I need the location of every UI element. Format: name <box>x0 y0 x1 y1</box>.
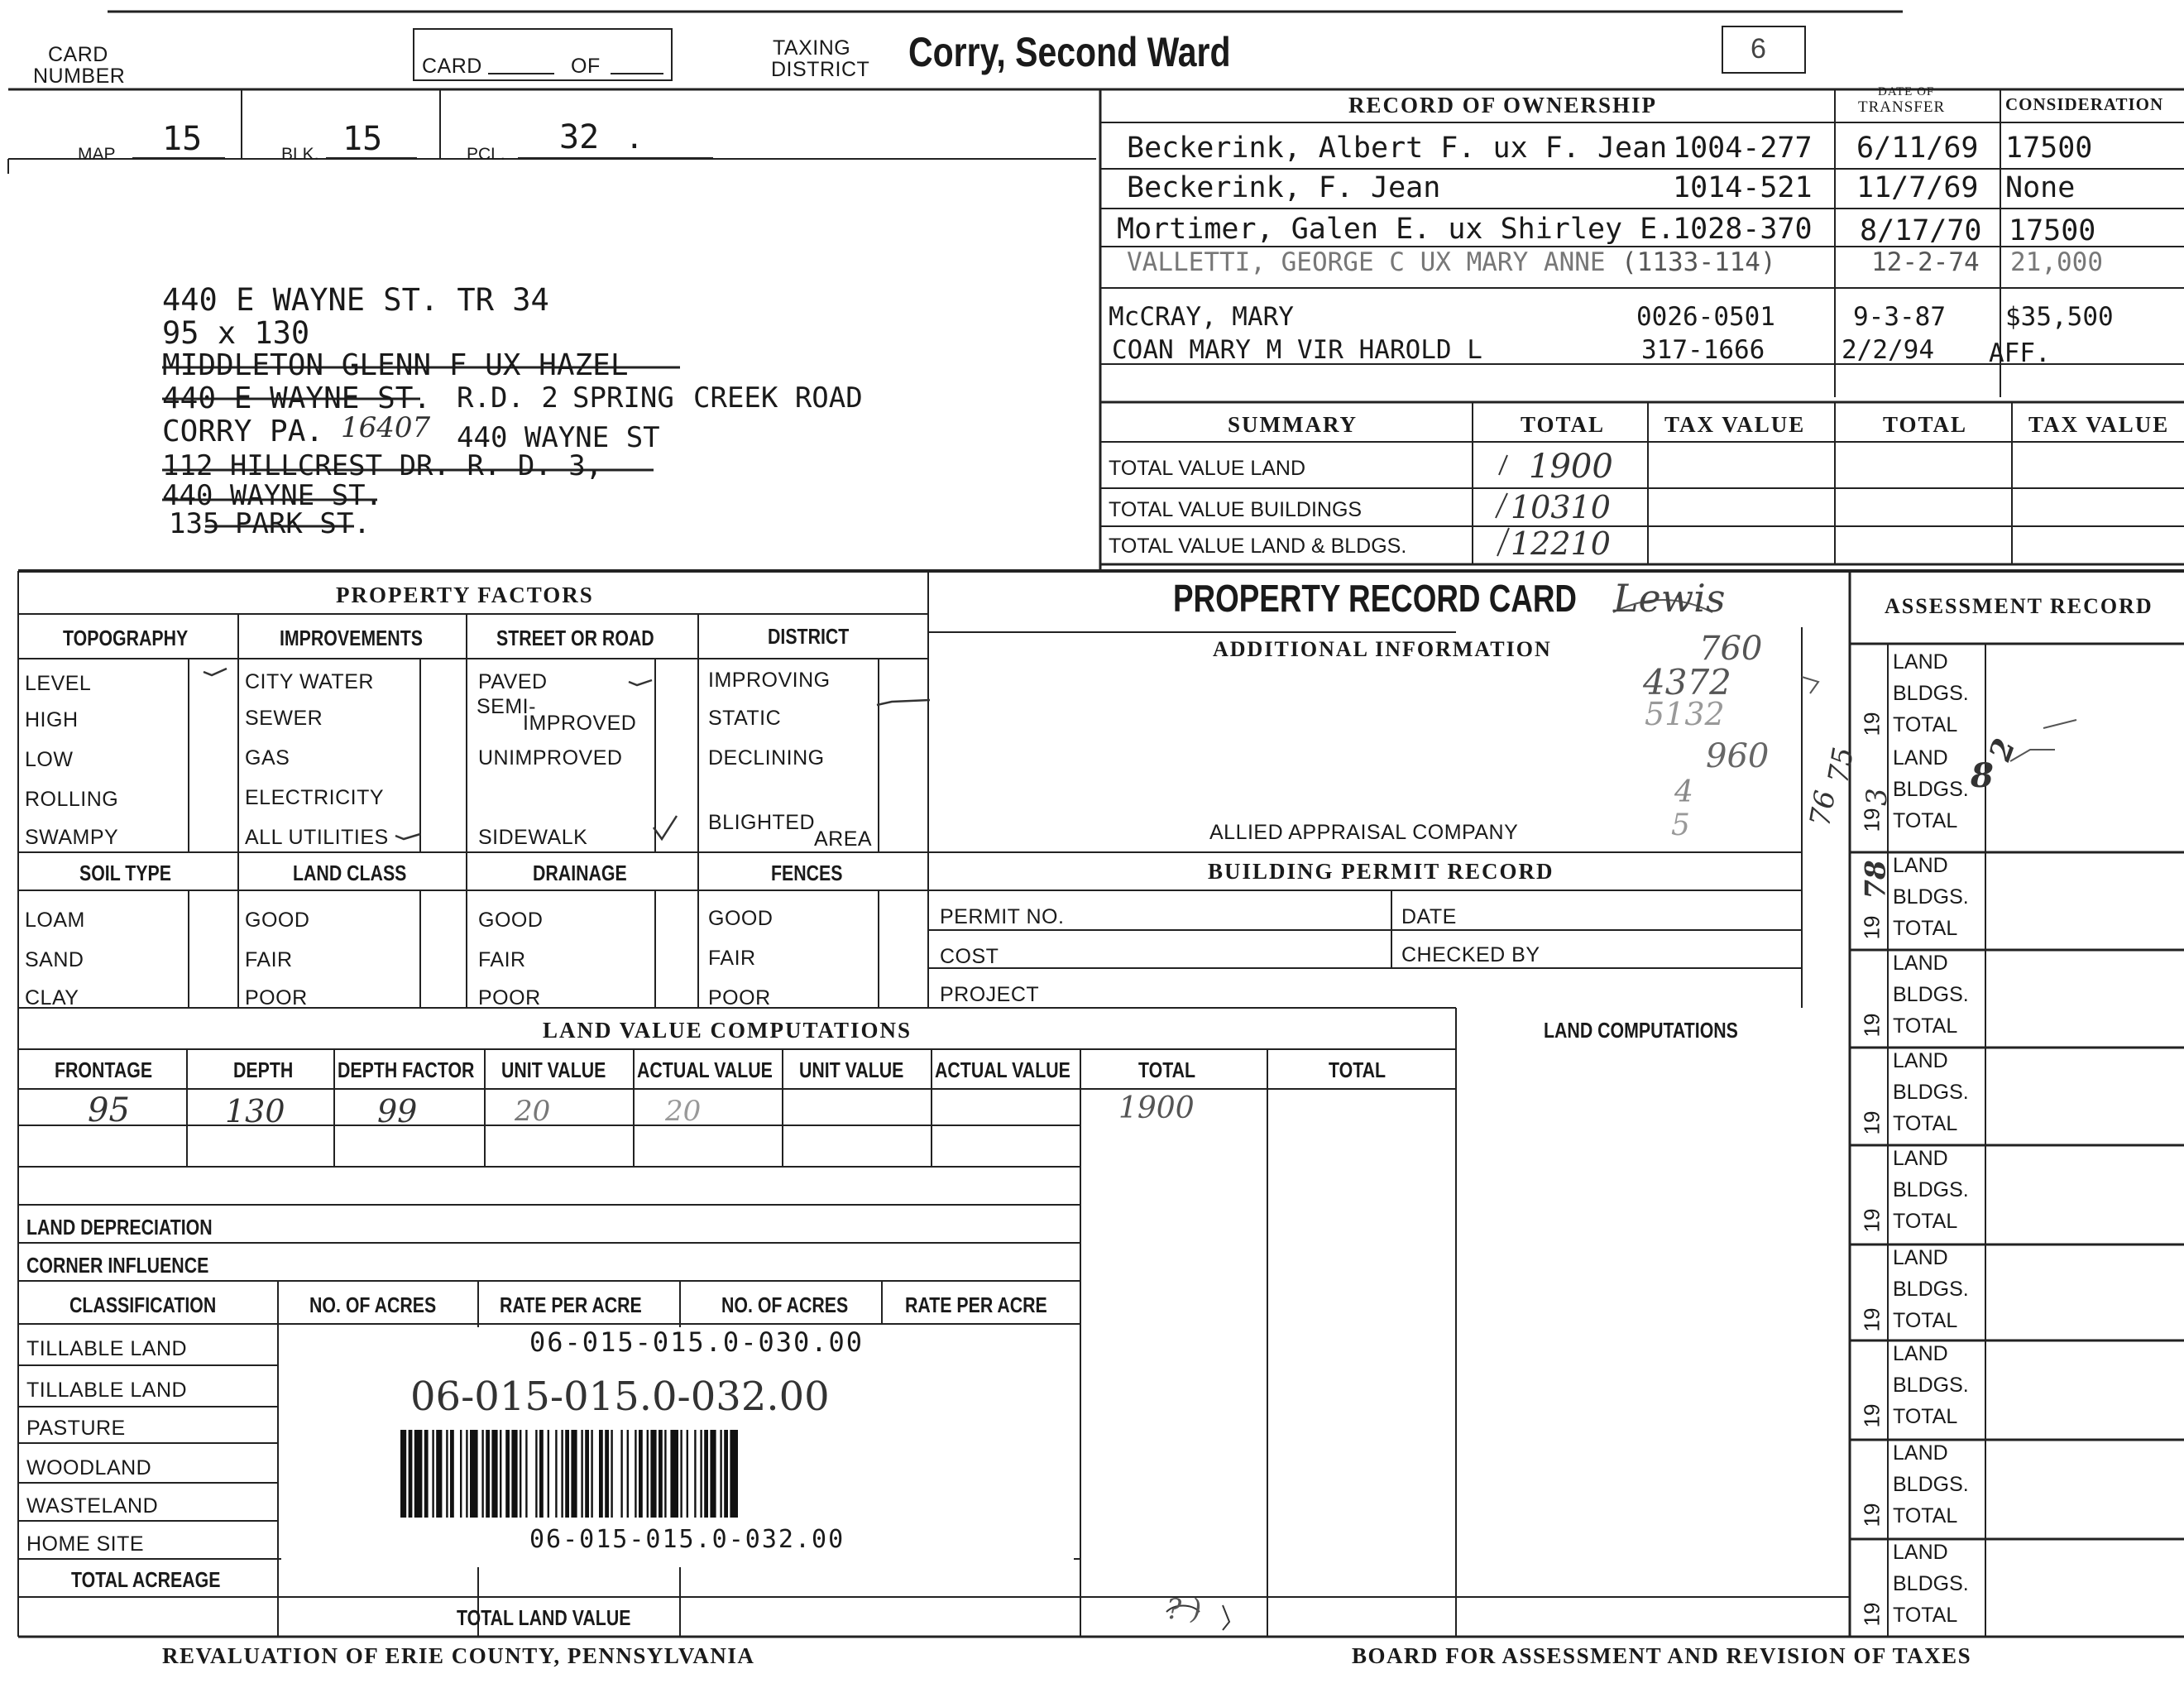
summary-title: SUMMARY <box>1228 412 1358 437</box>
total-acreage-label: TOTAL ACREAGE <box>71 1567 221 1592</box>
topo-swampy: SWAMPY <box>25 826 119 849</box>
owner-book-6: 317-1666 <box>1641 335 1765 365</box>
sticker-bottom-text <box>529 1527 845 1537</box>
class-home-site: HOME SITE <box>26 1532 145 1556</box>
district-declining: DECLINING <box>708 746 825 770</box>
lv-factor-value: 99 <box>377 1093 418 1129</box>
lv-frontage-header: FRONTAGE <box>55 1057 153 1082</box>
land-class-header: LAND CLASS <box>293 861 407 885</box>
footer-left: REVALUATION OF ERIE COUNTY, PENNSYLVANIA <box>162 1643 755 1668</box>
sticker-top-text: 06-015-015.0-030.00 <box>529 1326 864 1358</box>
taxing-label: TAXING <box>773 36 851 60</box>
permit-date-label: DATE <box>1401 905 1457 928</box>
soil-clay: CLAY <box>25 986 79 1009</box>
improvements-header: IMPROVEMENTS <box>280 626 423 650</box>
owner-consideration-2: None <box>2005 171 2076 204</box>
lv-depth-header: DEPTH <box>233 1057 294 1082</box>
assessment-row-land: LAND <box>1893 1342 1948 1365</box>
record-card-signature: Lewis <box>1613 576 1726 621</box>
soil-type-header: SOIL TYPE <box>79 861 171 885</box>
fences-good: GOOD <box>708 907 774 930</box>
assessment-row-land: LAND <box>1893 1441 1948 1465</box>
classification-header: CLASSIFICATION <box>69 1292 217 1317</box>
assessment-row-total: TOTAL <box>1893 809 1958 832</box>
soil-sand: SAND <box>25 948 84 971</box>
lv-unit-value-header-2: UNIT VALUE <box>799 1057 904 1082</box>
assessment-row-total: TOTAL <box>1893 1112 1958 1135</box>
summary-land-label: TOTAL VALUE LAND <box>1109 457 1306 480</box>
assessment-row-bldgs: BLDGS. <box>1893 1572 1969 1595</box>
property-factors-title: PROPERTY FACTORS <box>336 583 594 607</box>
of-blank[interactable] <box>611 73 663 74</box>
assessment-year-prefix: 19 <box>1859 1013 1885 1038</box>
class-woodland: WOODLAND <box>26 1456 152 1479</box>
permit-project-label: PROJECT <box>940 983 1040 1006</box>
map-label: MAP <box>78 145 116 164</box>
assessment-row-total: TOTAL <box>1893 1604 1958 1627</box>
acres-header-2: NO. OF ACRES <box>721 1292 849 1317</box>
assessment-row-bldgs: BLDGS. <box>1893 778 1969 801</box>
additional-info-title: ADDITIONAL INFORMATION <box>1213 637 1552 661</box>
pcl-label: PCL. <box>467 145 505 164</box>
street-header: STREET OR ROAD <box>496 626 654 650</box>
note-5: 4 <box>1674 775 1693 809</box>
land-class-fair: FAIR <box>245 948 293 971</box>
district-static: STATIC <box>708 707 782 730</box>
total-land-value-label: TOTAL LAND VALUE <box>457 1605 631 1630</box>
assessment-mark-2: 2 <box>1982 734 2023 765</box>
address-line-4b: R.D. 2 <box>457 381 558 415</box>
card-blank[interactable] <box>488 73 554 74</box>
imp-all-utilities: ALL UTILITIES <box>245 826 389 849</box>
owner-consideration-5: $35,500 <box>2005 302 2114 332</box>
note-6: 5 <box>1671 808 1690 842</box>
assessment-row-bldgs: BLDGS. <box>1893 1278 1969 1301</box>
map-value: 15 <box>162 120 203 158</box>
district-label: DISTRICT <box>771 58 870 81</box>
land-computations-title: LAND COMPUTATIONS <box>1544 1018 1738 1043</box>
assessment-row-total: TOTAL <box>1893 713 1958 736</box>
note-4: 960 <box>1706 737 1770 775</box>
assessment-row-land: LAND <box>1893 650 1948 674</box>
class-tillable-1: TILLABLE LAND <box>26 1337 188 1360</box>
corner-influence-label: CORNER INFLUENCE <box>26 1253 209 1278</box>
lv-depth-value: 130 <box>225 1093 285 1129</box>
assessment-title: ASSESSMENT RECORD <box>1885 594 2153 618</box>
permit-title: BUILDING PERMIT RECORD <box>1208 859 1554 884</box>
address-line-5a: CORRY PA. <box>162 415 324 448</box>
assessment-row-total: TOTAL <box>1893 1014 1958 1038</box>
assessment-row-bldgs: BLDGS. <box>1893 682 1969 705</box>
district-code: 6 <box>1751 33 1766 65</box>
card-label: CARD <box>422 55 482 78</box>
soil-loam: LOAM <box>25 909 85 932</box>
summary-combined-label: TOTAL VALUE LAND & BLDGS. <box>1109 535 1407 558</box>
topo-high: HIGH <box>25 708 79 731</box>
lv-actual-value: 20 <box>665 1095 702 1128</box>
summary-buildings-label: TOTAL VALUE BUILDINGS <box>1109 498 1363 521</box>
class-pasture: PASTURE <box>26 1417 126 1440</box>
assessment-year-prefix: 19 <box>1859 1307 1885 1332</box>
address-line-1: 440 E WAYNE ST. TR 34 <box>162 282 549 318</box>
owner-name-4: VALLETTI, GEORGE C UX MARY ANNE <box>1127 247 1606 277</box>
lv-actual-value-header-1: ACTUAL VALUE <box>637 1057 773 1082</box>
fences-header: FENCES <box>771 861 843 885</box>
owner-consideration-3: 17500 <box>2009 214 2096 247</box>
owner-consideration-1: 17500 <box>2005 132 2093 165</box>
address-line-2: 95 x 130 <box>162 315 310 351</box>
lv-unit-value-header-1: UNIT VALUE <box>501 1057 606 1082</box>
permit-cost-label: COST <box>940 945 999 968</box>
address-zip: 16407 <box>341 411 431 444</box>
assessment-row-total: TOTAL <box>1893 917 1958 940</box>
lv-frontage-value: 95 <box>88 1091 130 1129</box>
assessment-row-bldgs: BLDGS. <box>1893 1081 1969 1104</box>
total-land-value-hand: ? ) <box>1166 1593 1202 1626</box>
address-line-6: 112 HILLCREST DR. R. D. 3, <box>162 449 603 482</box>
assessment-row-total: TOTAL <box>1893 1210 1958 1233</box>
owner-name-6: COAN MARY M VIR HAROLD L <box>1112 335 1482 365</box>
address-line-4c: SPRING <box>572 381 674 415</box>
card-number-label-2: NUMBER <box>33 65 126 88</box>
imp-sewer: SEWER <box>245 707 323 730</box>
assessment-row-land: LAND <box>1893 1246 1948 1269</box>
address-line-8b: PARK ST. <box>235 507 371 540</box>
address-line-4d: CREEK ROAD <box>693 381 863 415</box>
summary-tax-value-label: TAX VALUE <box>1664 412 1806 437</box>
ownership-title: RECORD OF OWNERSHIP <box>1348 93 1658 117</box>
owner-book-3: 1028-370 <box>1673 213 1813 246</box>
owner-name-5: McCRAY, MARY <box>1109 302 1294 332</box>
owner-name-2: Beckerink, F. Jean <box>1127 171 1441 204</box>
taxing-district: Corry, Second Ward <box>908 29 1231 75</box>
rate-header-1: RATE PER ACRE <box>500 1292 642 1317</box>
assessment-row-bldgs: BLDGS. <box>1893 1374 1969 1397</box>
pcl-dot: . <box>625 122 644 156</box>
rate-header-2: RATE PER ACRE <box>905 1292 1047 1317</box>
district-improving: IMPROVING <box>708 669 831 692</box>
assessment-year-prefix: 19 <box>1859 808 1885 832</box>
assessment-year-prefix: 19 <box>1859 1403 1885 1428</box>
owner-date-1: 6/11/69 <box>1856 132 1979 165</box>
card-number-label: CARD <box>48 43 108 66</box>
record-card-title: PROPERTY RECORD CARD <box>1173 577 1577 620</box>
land-class-good: GOOD <box>245 909 310 932</box>
street-unimproved: UNIMPROVED <box>478 746 623 770</box>
note-1: 760 <box>1699 630 1763 668</box>
owner-consideration-6: AFF. <box>1989 338 2051 368</box>
assessment-row-total: TOTAL <box>1893 1405 1958 1428</box>
footer-right: BOARD FOR ASSESSMENT AND REVISION OF TAXES <box>1352 1643 1972 1668</box>
of-label: OF <box>571 55 601 78</box>
owner-book-5: 0026-0501 <box>1636 302 1775 332</box>
address-line-8a: 135 <box>169 507 220 540</box>
lv-total-header-1: TOTAL <box>1138 1057 1196 1082</box>
owner-book-2: 1014-521 <box>1673 171 1813 204</box>
date-transfer-label-1: DATE OF <box>1878 85 1935 98</box>
permit-checked-label: CHECKED BY <box>1401 943 1540 966</box>
lv-unit-value: 20 <box>515 1095 551 1128</box>
imp-city-water: CITY WATER <box>245 670 374 693</box>
assessment-row-total: TOTAL <box>1893 1504 1958 1527</box>
assessment-row-bldgs: BLDGS. <box>1893 1473 1969 1496</box>
land-value-title: LAND VALUE COMPUTATIONS <box>543 1018 912 1043</box>
street-paved: PAVED <box>478 670 548 693</box>
imp-gas: GAS <box>245 746 290 770</box>
consideration-label: CONSIDERATION <box>2005 94 2164 114</box>
assessment-year-prefix: 19 <box>1859 1110 1885 1135</box>
assessment-row-land: LAND <box>1893 854 1948 877</box>
summary-land-total: 1900 <box>1529 448 1613 486</box>
pcl-underline <box>518 157 713 159</box>
assessment-row-bldgs: BLDGS. <box>1893 885 1969 909</box>
owner-date-3: 8/17/70 <box>1860 214 1982 247</box>
owner-date-5: 9-3-87 <box>1853 302 1946 332</box>
blk-value: 15 <box>342 120 383 158</box>
assessment-row-land: LAND <box>1893 1049 1948 1072</box>
land-depreciation-label: LAND DEPRECIATION <box>26 1215 213 1240</box>
assessment-row-bldgs: BLDGS. <box>1893 1178 1969 1201</box>
summary-combined-total: 12210 <box>1511 525 1611 562</box>
topography-header: TOPOGRAPHY <box>63 626 189 650</box>
sticker-handwritten-id: 06-015-015.0-032.00 <box>410 1374 830 1420</box>
assessment-year-prefix: 19 <box>1859 915 1885 940</box>
assessment-mark-8: 8 <box>1971 756 1994 795</box>
assessment-year-3: 3 <box>1860 788 1894 806</box>
assessment-year-prefix: 19 <box>1859 1503 1885 1527</box>
street-semi: SEMI- <box>477 695 536 718</box>
permit-no-label: PERMIT NO. <box>940 905 1065 928</box>
drainage-good: GOOD <box>478 909 544 932</box>
assessment-year-prefix: 19 <box>1859 1602 1885 1627</box>
owner-book-4: (1133-114) <box>1621 247 1776 277</box>
lv-actual-value-header-2: ACTUAL VALUE <box>935 1057 1070 1082</box>
imp-electricity: ELECTRICITY <box>245 786 385 809</box>
class-tillable-2: TILLABLE LAND <box>26 1379 188 1402</box>
topo-rolling: ROLLING <box>25 788 119 811</box>
assessment-year-76: 76 <box>1803 788 1843 829</box>
address-line-3: MIDDLETON GLENN F UX HAZEL <box>162 348 629 382</box>
assessment-row-land: LAND <box>1893 952 1948 975</box>
lv-total-header-2: TOTAL <box>1329 1057 1387 1082</box>
pcl-value: 32 <box>559 118 600 156</box>
assessment-row-land: LAND <box>1893 746 1948 770</box>
summary-buildings-total: 10310 <box>1511 489 1611 525</box>
lv-total-value: 1900 <box>1118 1091 1195 1125</box>
owner-name-3: Mortimer, Galen E. ux Shirley E. <box>1117 213 1675 246</box>
class-wasteland: WASTELAND <box>26 1494 159 1518</box>
drainage-poor: POOR <box>478 986 541 1009</box>
drainage-fair: FAIR <box>478 948 526 971</box>
owner-date-2: 11/7/69 <box>1856 171 1979 204</box>
lv-depth-factor-header: DEPTH FACTOR <box>338 1057 475 1082</box>
blk-label: BLK. <box>281 145 319 164</box>
assessment-year-prefix: 19 <box>1859 1208 1885 1233</box>
district-blighted: BLIGHTED <box>708 811 816 834</box>
assessment-row-land: LAND <box>1893 1147 1948 1170</box>
owner-date-6: 2/2/94 <box>1842 335 1934 365</box>
district-header: DISTRICT <box>768 624 850 649</box>
summary-total-label: TOTAL <box>1521 412 1606 437</box>
assessment-year-75: 75 <box>1822 745 1861 786</box>
district-area: AREA <box>814 827 873 851</box>
assessment-row-total: TOTAL <box>1893 1309 1958 1332</box>
topo-level: LEVEL <box>25 672 92 695</box>
address-line-5c: 440 WAYNE ST <box>457 421 660 454</box>
owner-book-1: 1004-277 <box>1673 132 1813 165</box>
assessment-row-land: LAND <box>1893 1541 1948 1564</box>
topo-low: LOW <box>25 748 74 771</box>
owner-date-4: 12-2-74 <box>1871 247 1980 277</box>
acres-header-1: NO. OF ACRES <box>309 1292 437 1317</box>
fences-fair: FAIR <box>708 947 756 970</box>
assessment-year-78: 78 <box>1859 860 1893 899</box>
summary-total-label-2: TOTAL <box>1883 412 1968 437</box>
address-line-7: 440 WAYNE ST. <box>162 479 383 512</box>
street-improved: IMPROVED <box>523 712 637 735</box>
appraiser-name: ALLIED APPRAISAL COMPANY <box>1209 821 1519 844</box>
drainage-header: DRAINAGE <box>533 861 627 885</box>
note-2: 4372 <box>1643 662 1731 703</box>
date-transfer-label-2: TRANSFER <box>1858 98 1946 116</box>
owner-consideration-4: 21,000 <box>2010 247 2103 277</box>
address-line-4a: 440 E WAYNE ST. <box>162 381 432 415</box>
street-sidewalk: SIDEWALK <box>478 826 588 849</box>
summary-tax-value-label-2: TAX VALUE <box>2028 412 2170 437</box>
land-class-poor: POOR <box>245 986 308 1009</box>
assessment-row-bldgs: BLDGS. <box>1893 983 1969 1006</box>
fences-poor: POOR <box>708 986 771 1009</box>
note-3: 5132 <box>1645 696 1725 732</box>
assessment-year-prefix: 19 <box>1859 712 1885 736</box>
owner-name-1: Beckerink, Albert F. ux F. Jean <box>1127 132 1668 165</box>
